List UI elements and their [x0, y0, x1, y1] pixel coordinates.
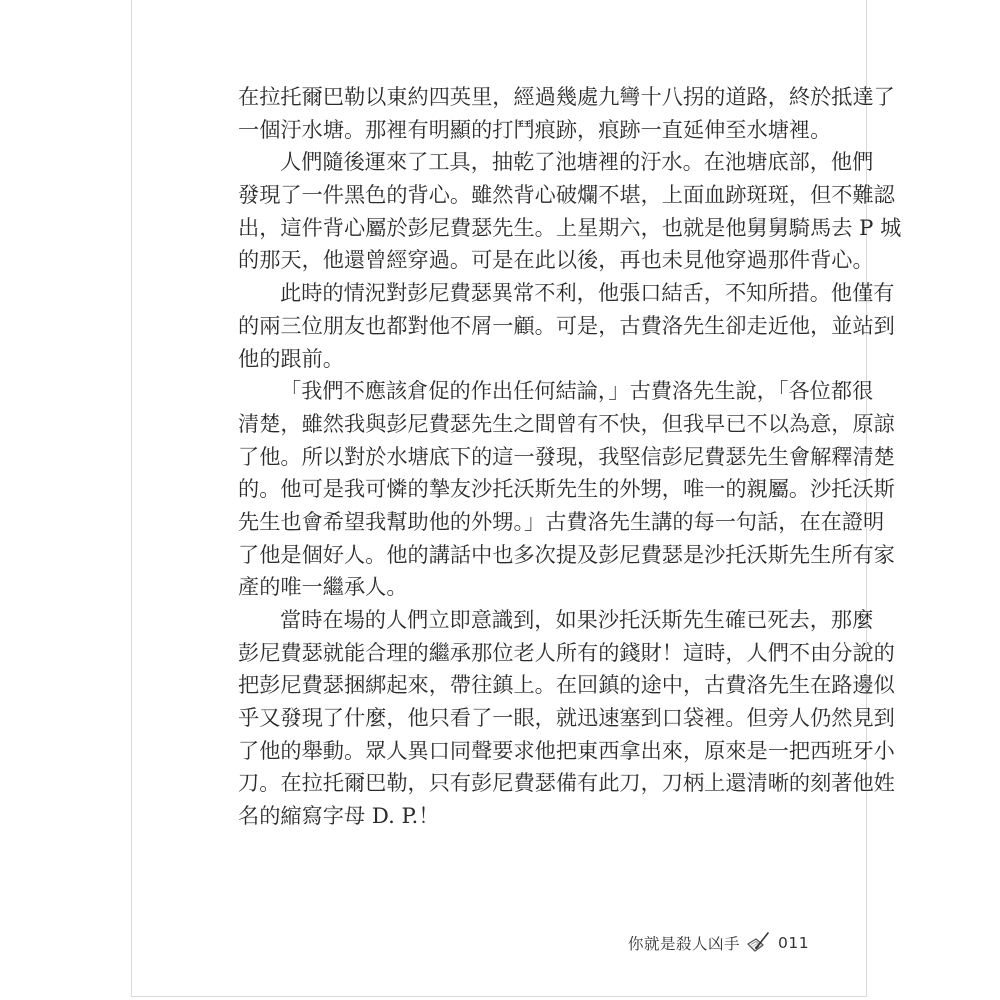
text-line: 當時在場的人們立即意識到，如果沙托沃斯先生確已死去，那麼	[280, 607, 874, 632]
text-line: 名的縮寫字母 D. P.！	[238, 803, 440, 829]
text-line: 把彭尼費瑟捆綁起來，帶往鎮上。在回鎮的途中，古費洛先生在路邊似	[238, 672, 895, 698]
text-line: 的那天，他還曾經穿過。可是在此以後，再也未見他穿過那件背心。	[238, 247, 874, 273]
text-line: 的。他可是我可憐的摯友沙托沃斯先生的外甥，唯一的親屬。沙托沃斯	[238, 476, 895, 502]
text-line: 一個汙水塘。那裡有明顯的打鬥痕跡，痕跡一直延伸至水塘裡。	[238, 116, 832, 142]
running-title: 你就是殺人凶手	[628, 935, 741, 953]
text-line: 的兩三位朋友也都對他不屑一顧。可是，古費洛先生卻走近他，並站到	[238, 312, 895, 338]
text-line: 了他。所以對於水塘底下的這一發現，我堅信彭尼費瑟先生會解釋清楚	[238, 443, 895, 469]
text-line: 彭尼費瑟就能合理的繼承那位老人所有的錢財！這時，人們不由分說的	[238, 639, 895, 665]
text-line: 此時的情況對彭尼費瑟異常不利，他張口結舌，不知所措。他僅有	[280, 280, 895, 306]
page-number: 011	[778, 934, 810, 952]
page-footer	[628, 930, 809, 956]
text-line: 發現了一件黑色的背心。雖然背心破爛不堪，上面血跡斑斑，但不難認	[238, 182, 895, 208]
text-line: 他的跟前。	[238, 345, 344, 371]
text-line: 刀。在拉托爾巴勒，只有彭尼費瑟備有此刀，刀柄上還清晰的刻著他姓	[238, 770, 895, 796]
text-line: 出，這件背心屬於彭尼費瑟先生。上星期六，也就是他舅舅騎馬去 P 城	[238, 214, 902, 240]
text-line: 產的唯一繼承人。	[238, 574, 408, 600]
text-line: 在拉托爾巴勒以東約四英里，經過幾處九彎十八拐的道路，終於抵達了	[238, 84, 895, 109]
text-line: 人們隨後運來了工具，抽乾了池塘裡的汙水。在池塘底部，他們	[280, 149, 874, 175]
text-line: 了他的舉動。眾人異口同聲要求他把東西拿出來，原來是一把西班牙小	[238, 737, 895, 763]
text-line: 了他是個好人。他的講話中也多次提及彭尼費瑟是沙托沃斯先生所有家	[238, 541, 895, 567]
text-line: 「我們不應該倉促的作出任何結論，」古費洛先生說，「各位都很	[280, 378, 874, 404]
text-line: 乎又發現了什麼，他只看了一眼，就迅速塞到口袋裡。但旁人仍然見到	[238, 705, 895, 731]
text-line: 清楚，雖然我與彭尼費瑟先生之間曾有不快，但我早已不以為意，原諒	[238, 410, 895, 436]
text-line: 先生也會希望我幫助他的外甥。」古費洛先生講的每一句話，在在證明	[238, 508, 885, 534]
body-text	[238, 81, 902, 833]
book-pen-icon	[746, 931, 772, 955]
